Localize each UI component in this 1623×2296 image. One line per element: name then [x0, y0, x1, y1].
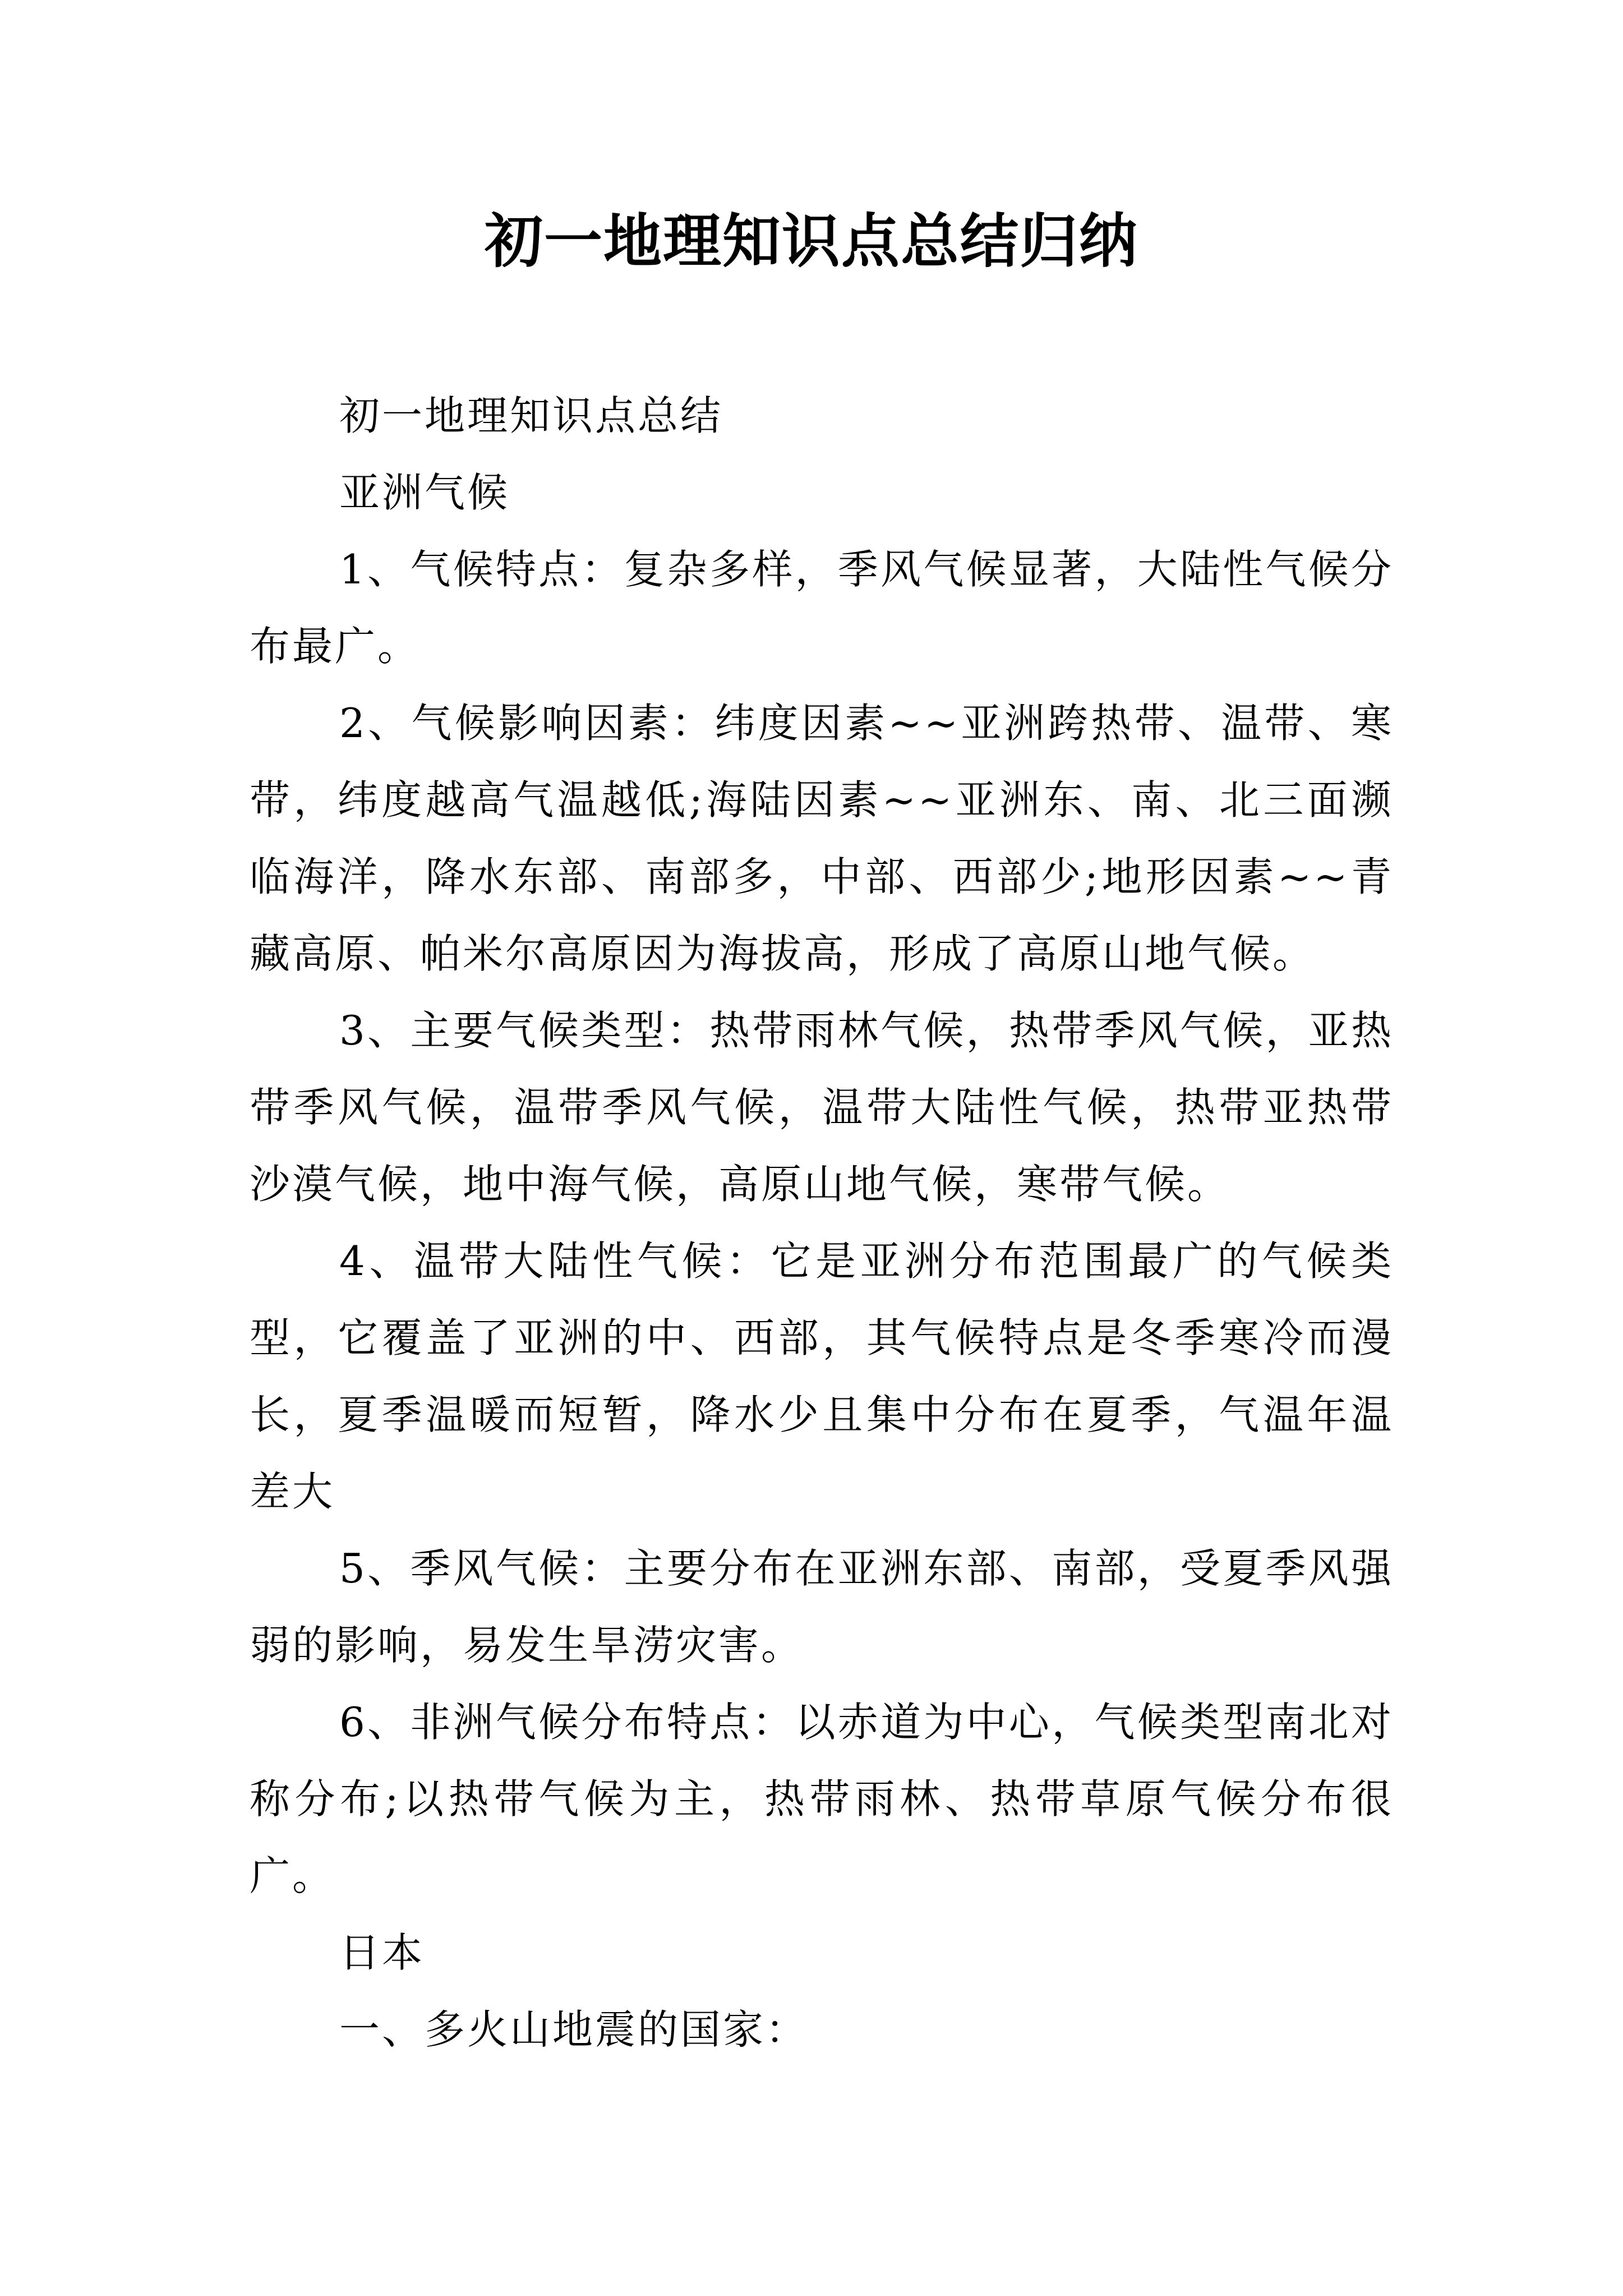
section-heading-japan: 日本 — [339, 1929, 425, 1976]
paragraph-monsoon-climate: 5、季风气候：主要分布在亚洲东部、南部，受夏季风强弱的影响，易发生旱涝灾害。 — [250, 1545, 1394, 1669]
section-heading-asia-climate: 亚洲气候 — [339, 469, 510, 516]
document-body — [250, 378, 1394, 2068]
document-title: 初一地理知识点总结归纳 — [484, 206, 1138, 275]
paragraph-volcano-heading: 一、多火山地震的国家： — [339, 2006, 809, 2053]
paragraph-climate-features: 1、气候特点：复杂多样，季风气候显著，大陆性气候分布最广。 — [250, 546, 1394, 670]
paragraph-subtitle: 初一地理知识点总结 — [339, 392, 723, 439]
paragraph-climate-types: 3、主要气候类型：热带雨林气候，热带季风气候，亚热带季风气候，温带季风气候，温带大陆性气候，热带亚热带沙漠气候，地中海气候，高原山地气候，寒带气候。 — [250, 1007, 1394, 1208]
paragraph-climate-factors: 2、气候影响因素：纬度因素~~亚洲跨热带、温带、寒带，纬度越高气温越低;海陆因素~~亚洲东、南、北三面濒临海洋，降水东部、南部多，中部、西部少;地形因素~~青藏高原、帕米尔高原因为海拔高，形成了高原山地气候。 — [250, 700, 1394, 977]
paragraph-africa-climate: 6、非洲气候分布特点：以赤道为中心，气候类型南北对称分布;以热带气候为主，热带雨林、热带草原气候分布很广。 — [250, 1699, 1394, 1899]
paragraph-continental-climate: 4、温带大陆性气候：它是亚洲分布范围最广的气候类型，它覆盖了亚洲的中、西部，其气候特点是冬季寒冷而漫长，夏季温暖而短暂，降水少且集中分布在夏季，气温年温差大 — [250, 1237, 1394, 1515]
